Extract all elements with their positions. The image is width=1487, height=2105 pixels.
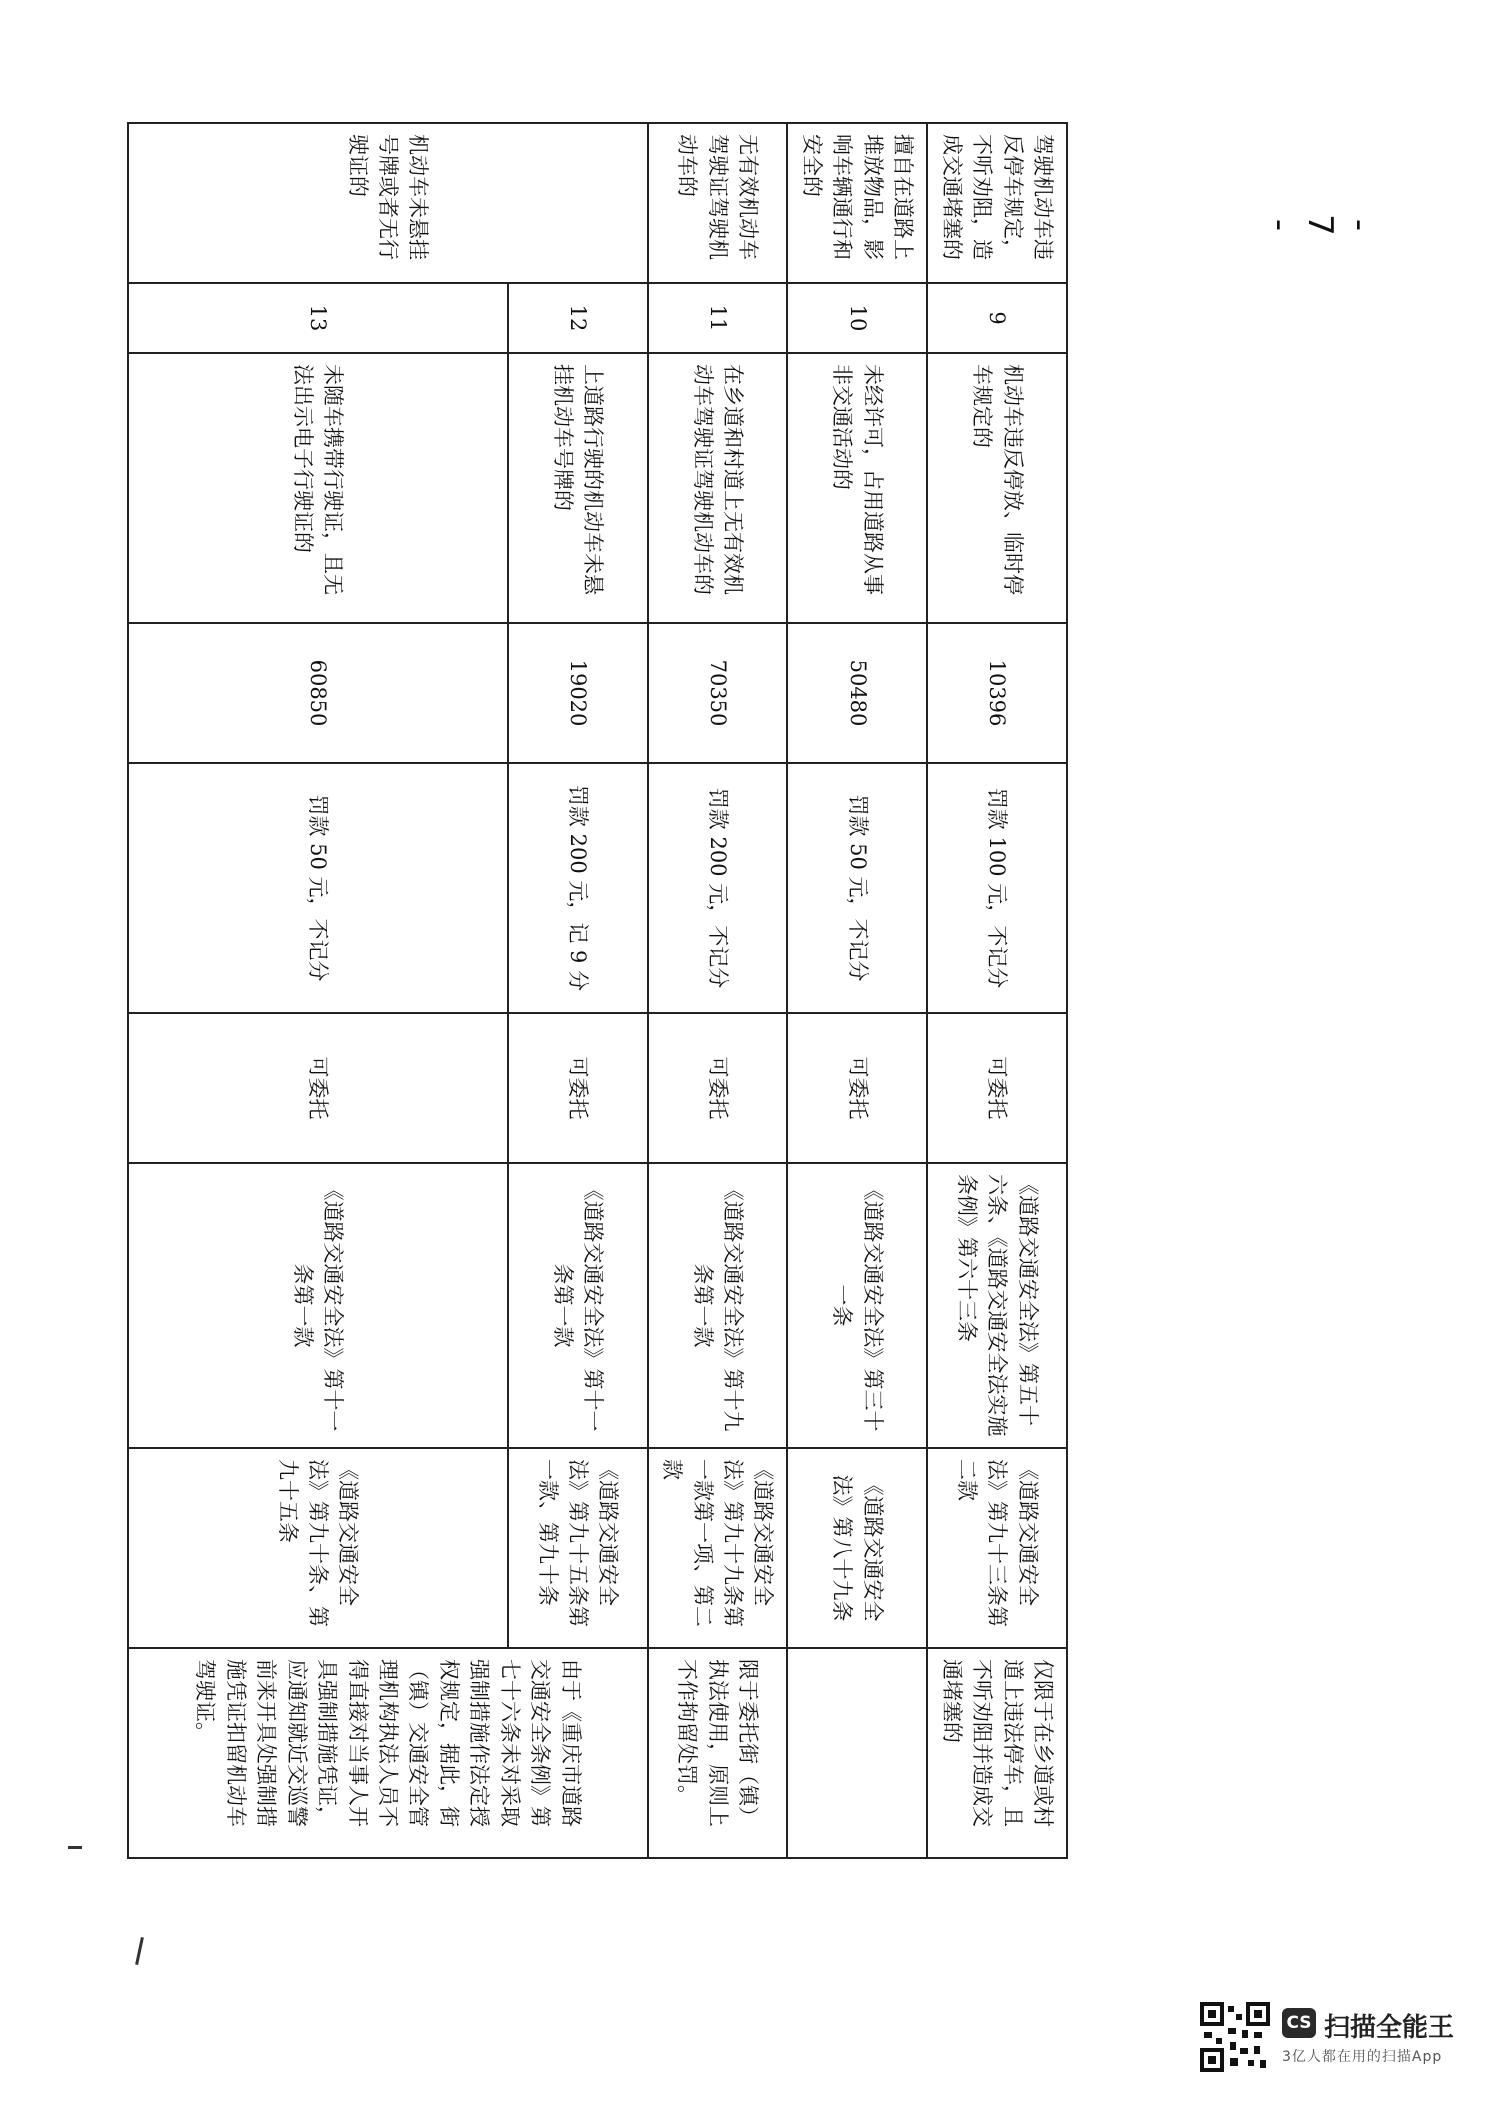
penalty-cell: 罚款 50 元，不记分 bbox=[788, 763, 928, 1013]
violation-basis-cell: 《道路交通安全法》第十一条第一款 bbox=[128, 1163, 508, 1448]
code-cell: 60850 bbox=[128, 623, 508, 763]
code-cell: 70350 bbox=[648, 623, 788, 763]
note-cell bbox=[788, 1648, 928, 1858]
watermark-app-name: 扫描全能王 bbox=[1324, 2013, 1455, 2043]
behavior-cell: 未经许可，占用道路从事非交通活动的 bbox=[788, 353, 928, 623]
violation-basis-cell: 《道路交通安全法》第十一条第一款 bbox=[508, 1163, 648, 1448]
row-number: 10 bbox=[788, 283, 928, 353]
scan-mark bbox=[68, 1846, 82, 1849]
penalty-basis-cell: 《道路交通安全法》第九十条、第九十五条 bbox=[128, 1448, 508, 1648]
penalty-cell: 罚款 200 元，不记分 bbox=[648, 763, 788, 1013]
penalty-basis-cell: 《道路交通安全法》第八十九条 bbox=[788, 1448, 928, 1648]
category-cell: 驾驶机动车违反停车规定，不听劝阻，造成交通堵塞的 bbox=[927, 123, 1067, 283]
rotated-table-page bbox=[188, 122, 1068, 1857]
category-cell: 擅自在道路上堆放物品，影响车辆通行和安全的 bbox=[788, 123, 928, 283]
code-cell: 10396 bbox=[927, 623, 1067, 763]
note-cell: 仅限于在乡道或村道上违法停车，且不听劝阻并造成交通堵塞的 bbox=[927, 1648, 1067, 1858]
penalty-cell: 罚款 100 元，不记分 bbox=[927, 763, 1067, 1013]
note-cell: 由于《重庆市道路交通安全条例》第七十六条未对采取强制措施作法定授权规定，据此，街（镇）交通安全管理机构执法人员不得直接对当事人开具强制措施凭证，应通知就近交巡警前来开具处强制措施凭证扣留机动车驾驶证。 bbox=[128, 1648, 648, 1858]
scanner-watermark bbox=[1200, 2002, 1460, 2072]
cs-logo-icon: CS bbox=[1282, 2008, 1316, 2038]
code-cell: 50480 bbox=[788, 623, 928, 763]
category-cell: 机动车未悬挂号牌或者无行驶证的 bbox=[128, 123, 648, 283]
penalty-cell: 罚款 200 元，记 9 分 bbox=[508, 763, 648, 1013]
penalty-basis-cell: 《道路交通安全法》第九十五条第一款、第九十条 bbox=[508, 1448, 648, 1648]
delegation-cell: 可委托 bbox=[128, 1013, 508, 1163]
penalty-table bbox=[127, 122, 1068, 1859]
behavior-cell: 上道路行驶的机动车未悬挂机动车号牌的 bbox=[508, 353, 648, 623]
delegation-cell: 可委托 bbox=[508, 1013, 648, 1163]
behavior-cell: 在乡道和村道上无有效机动车驾驶证驾驶机动车的 bbox=[648, 353, 788, 623]
page-number: - 7 - bbox=[1260, 214, 1380, 236]
penalty-basis-cell: 《道路交通安全法》第九十三条第二款 bbox=[927, 1448, 1067, 1648]
table-row bbox=[508, 123, 648, 1858]
category-cell: 无有效机动车驾驶证驾驶机动车的 bbox=[648, 123, 788, 283]
table-row bbox=[128, 123, 508, 1858]
delegation-cell: 可委托 bbox=[648, 1013, 788, 1163]
behavior-cell: 未随车携带行驶证，且无法出示电子行驶证的 bbox=[128, 353, 508, 623]
table-row bbox=[648, 123, 788, 1858]
violation-basis-cell: 《道路交通安全法》第十九条第一款 bbox=[648, 1163, 788, 1448]
penalty-cell: 罚款 50 元，不记分 bbox=[128, 763, 508, 1013]
note-cell: 限于委托街（镇）执法使用，原则上不作拘留处罚。 bbox=[648, 1648, 788, 1858]
qr-code-icon bbox=[1200, 2002, 1270, 2072]
violation-basis-cell: 《道路交通安全法》第五十六条、《道路交通安全法实施条例》第六十三条 bbox=[927, 1163, 1067, 1448]
code-cell: 19020 bbox=[508, 623, 648, 763]
behavior-cell: 机动车违反停放、临时停车规定的 bbox=[927, 353, 1067, 623]
row-number: 9 bbox=[927, 283, 1067, 353]
delegation-cell: 可委托 bbox=[927, 1013, 1067, 1163]
watermark-tagline: 3亿人都在用的扫描App bbox=[1282, 2049, 1443, 2065]
row-number: 12 bbox=[508, 283, 648, 353]
penalty-basis-cell: 《道路交通安全法》第九十九条第一款第一项、第二款 bbox=[648, 1448, 788, 1648]
delegation-cell: 可委托 bbox=[788, 1013, 928, 1163]
violation-basis-cell: 《道路交通安全法》第三十一条 bbox=[788, 1163, 928, 1448]
scan-mark bbox=[135, 1937, 144, 1965]
table-row bbox=[788, 123, 928, 1858]
row-number: 11 bbox=[648, 283, 788, 353]
table-row bbox=[927, 123, 1067, 1858]
row-number: 13 bbox=[128, 283, 508, 353]
